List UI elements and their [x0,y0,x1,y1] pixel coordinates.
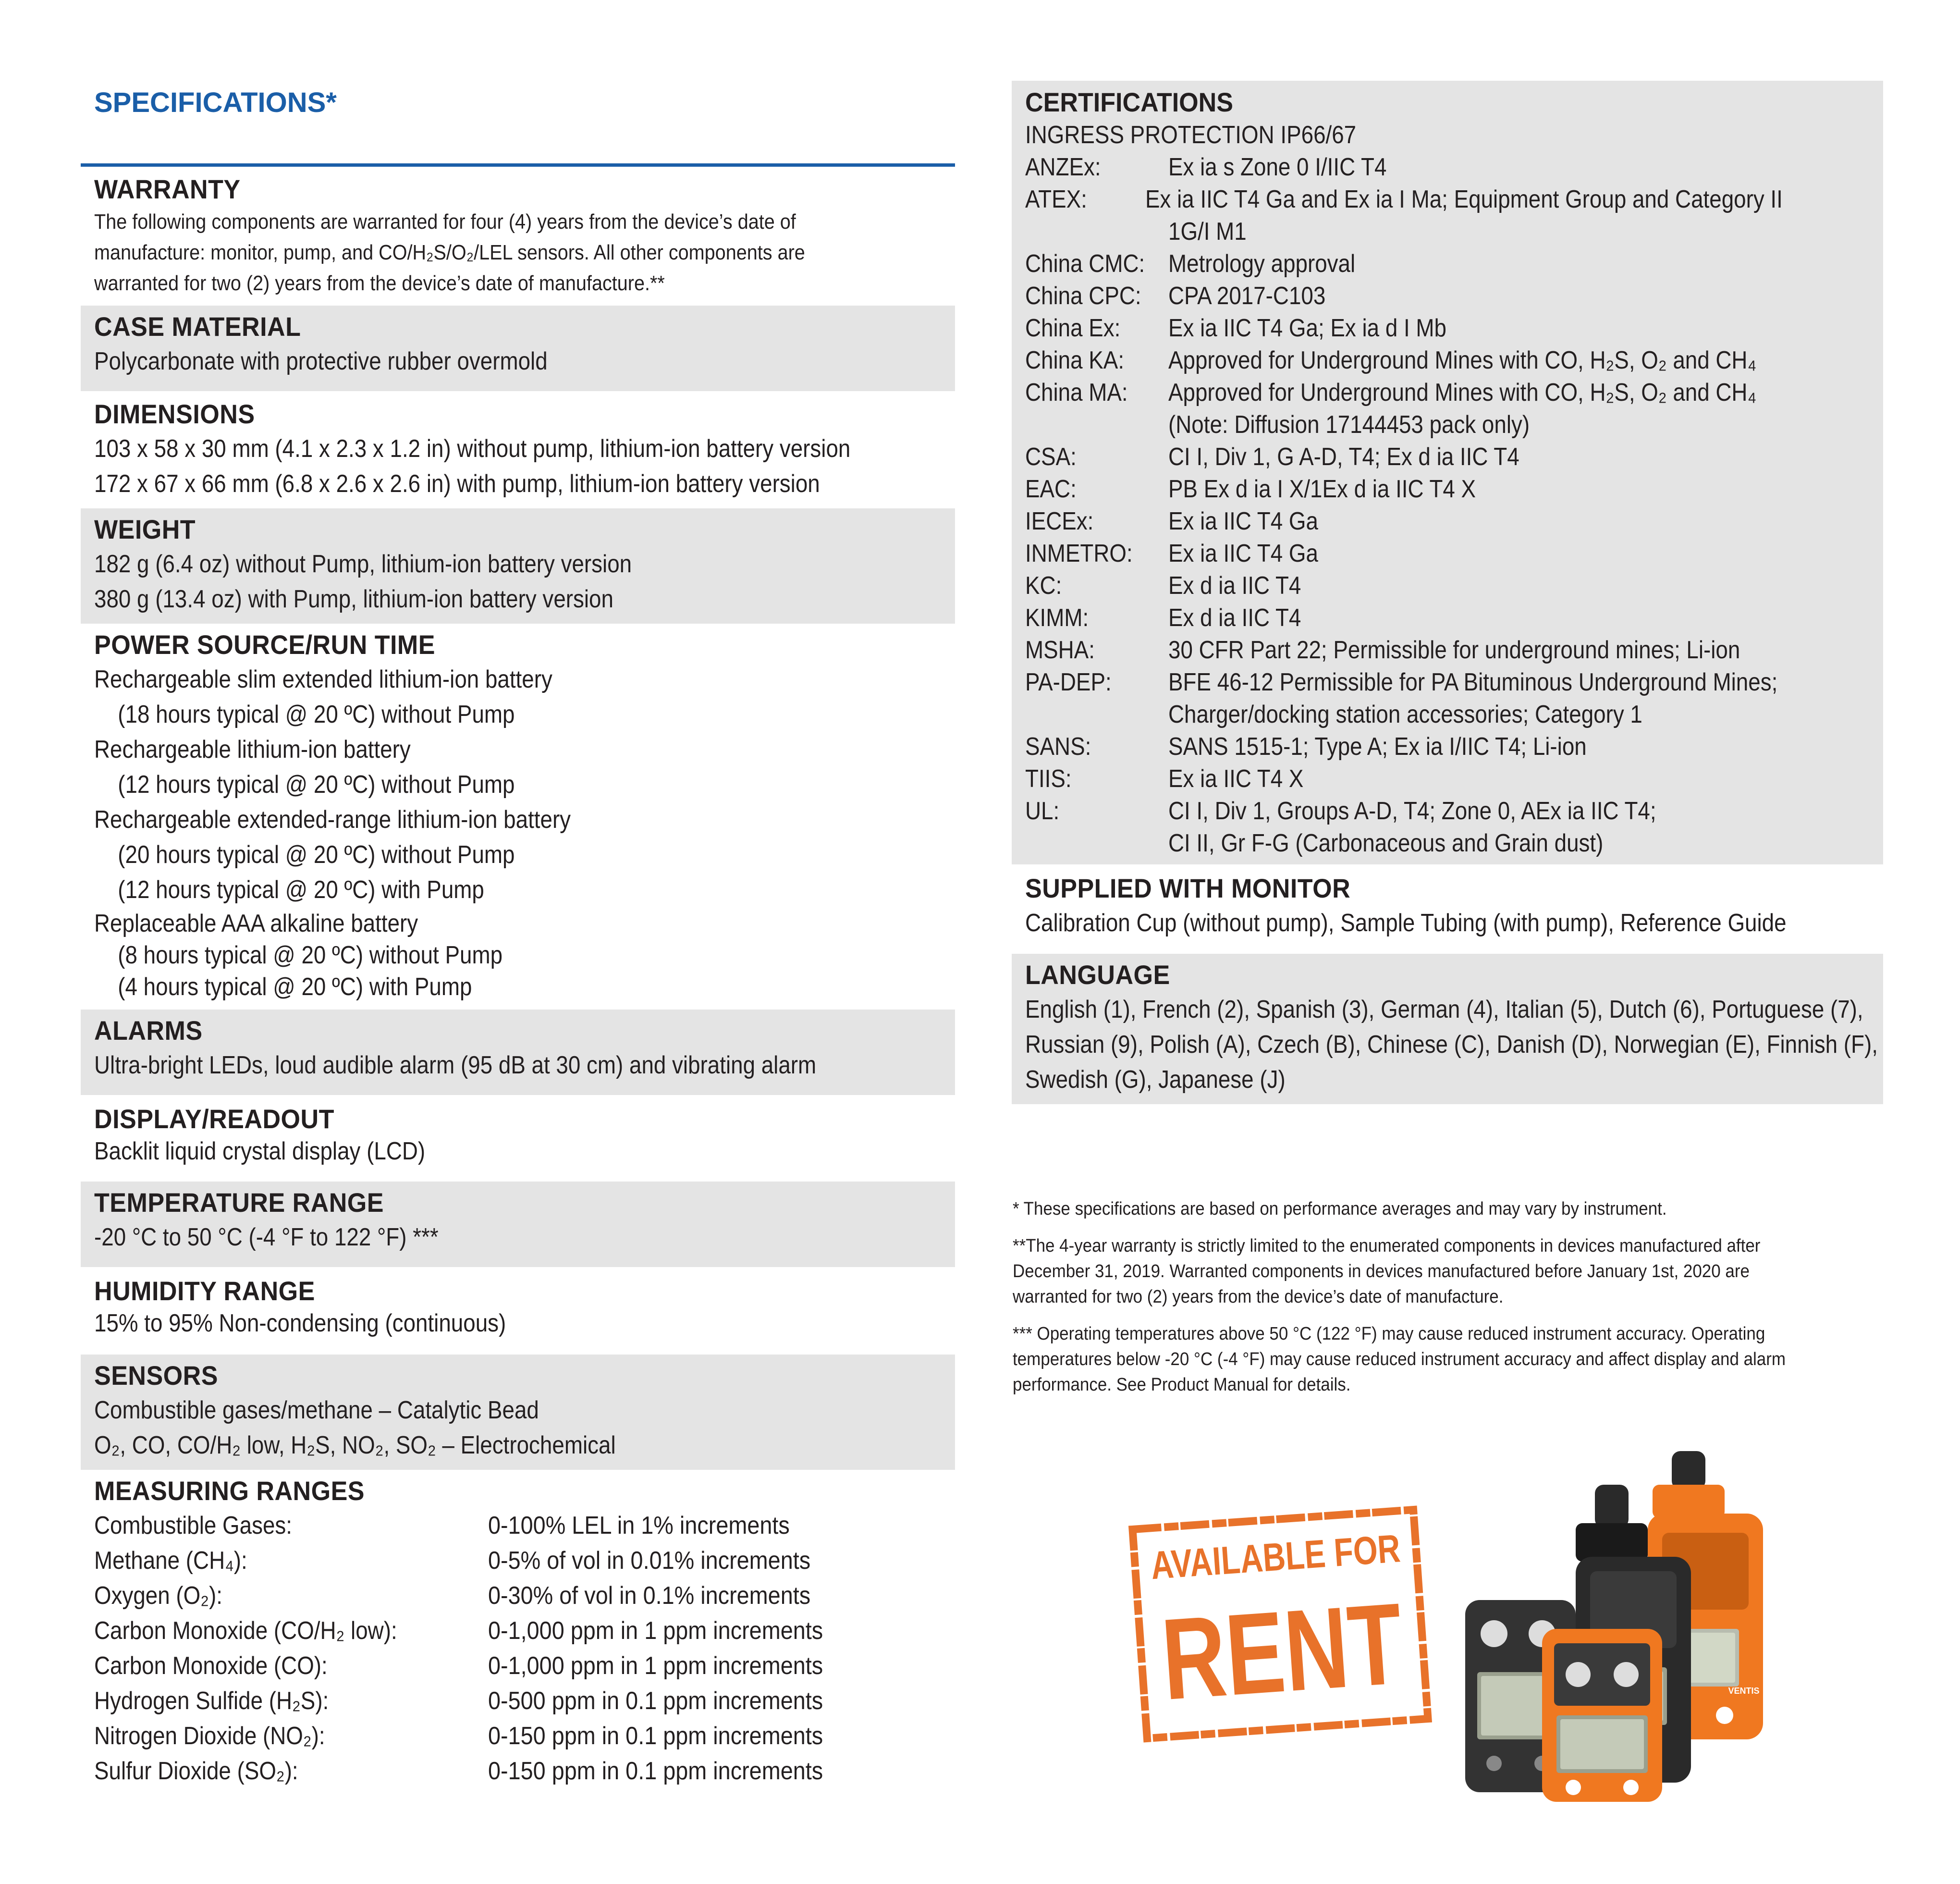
certification-row [1025,151,1870,184]
display-text: Backlit liquid crystal display (LCD) [94,1137,426,1165]
display-title: DISPLAY/READOUT [94,1104,334,1134]
power-line: Rechargeable slim extended lithium-ion battery [94,665,552,693]
power-line: (12 hours typical @ 20 ºC) without Pump [118,771,515,799]
power-line: Replaceable AAA alkaline battery [94,910,418,937]
measuring-section [81,1470,955,1796]
certification-label: PA-DEP: [1025,668,1112,696]
sensors-section [81,1355,955,1470]
language-line: Russian (9), Polish (A), Czech (B), Chinese (C), Danish (D), Norwegian (E), Finnish (F), [1025,1031,1878,1059]
orange-diffusion-device [1542,1629,1662,1802]
sensors-line: O₂, CO, CO/H₂ low, H₂S, NO₂, SO₂ – Electrochemical [94,1431,616,1459]
certification-label: TIIS: [1025,765,1072,793]
measuring-label: Hydrogen Sulfide (H₂S): [94,1687,329,1715]
certifications-section [1012,81,1883,864]
warranty-section [81,169,955,306]
certification-label: SANS: [1025,733,1091,761]
power-line: (18 hours typical @ 20 ºC) without Pump [118,701,515,728]
certification-value: Charger/docking station accessories; Category 1 [1168,701,1642,728]
measuring-value: 0-100% LEL in 1% increments [488,1512,790,1539]
certification-row [1025,699,1870,731]
measuring-row [94,1543,942,1578]
footnote-line: **The 4-year warranty is strictly limited to the enumerated components in devices manufactured after [1013,1236,1761,1256]
measuring-label: Methane (CH₄): [94,1547,247,1575]
certification-label: ANZEx: [1025,153,1101,181]
certification-label: China MA: [1025,379,1128,406]
temperature-title: TEMPERATURE RANGE [94,1187,384,1218]
certification-row [1025,345,1870,377]
dimensions-title: DIMENSIONS [94,399,255,429]
certification-row [1025,312,1870,345]
sensors-title: SENSORS [94,1360,218,1391]
certification-row [1025,280,1870,312]
measuring-value: 0-1,000 ppm in 1 ppm increments [488,1652,823,1680]
power-line: (20 hours typical @ 20 ºC) without Pump [118,841,515,869]
available-for-rent-stamp [1127,1503,1480,1744]
certification-label: China CPC: [1025,282,1141,310]
certification-value: 1G/I M1 [1168,218,1247,246]
ingress-protection: INGRESS PROTECTION IP66/67 [1025,121,1357,149]
certification-value: CI I, Div 1, G A-D, T4; Ex d ia IIC T4 [1168,443,1519,471]
certification-value: SANS 1515-1; Type A; Ex ia I/IIC T4; Li-ion [1168,733,1587,761]
footnote-line: *** Operating temperatures above 50 °C (122 °F) may cause reduced instrument accuracy. Operating [1013,1324,1765,1344]
power-title: POWER SOURCE/RUN TIME [94,629,435,660]
measuring-row [94,1684,942,1719]
language-title: LANGUAGE [1025,960,1170,990]
certification-value: Ex ia s Zone 0 I/IIC T4 [1168,153,1387,181]
measuring-title: MEASURING RANGES [94,1476,365,1506]
certification-label: IECEx: [1025,507,1094,535]
power-section [81,624,955,1010]
left-column [81,169,955,1796]
certification-value: CI I, Div 1, Groups A-D, T4; Zone 0, AEx ia IIC T4; [1168,797,1656,825]
certification-label: KIMM: [1025,604,1089,632]
measuring-value: 0-1,000 ppm in 1 ppm increments [488,1617,823,1645]
certification-row [1025,634,1870,666]
display-section [81,1095,955,1182]
dimensions-line: 172 x 67 x 66 mm (6.8 x 2.6 x 2.6 in) with pump, lithium-ion battery version [94,470,820,498]
warranty-title: WARRANTY [94,174,241,204]
measuring-label: Combustible Gases: [94,1512,293,1539]
certification-row [1025,441,1870,473]
certification-value: Ex ia IIC T4 Ga and Ex ia I Ma; Equipment Group and Category II [1145,185,1783,213]
certification-list [1025,151,1870,860]
alarms-title: ALARMS [94,1015,203,1046]
measuring-label: Carbon Monoxide (CO/H₂ low): [94,1617,397,1645]
certification-label: China CMC: [1025,250,1145,278]
supplied-text: Calibration Cup (without pump), Sample Tubing (with pump), Reference Guide [1025,909,1787,937]
certification-row [1025,538,1870,570]
weight-title: WEIGHT [94,514,196,544]
certification-value: CPA 2017-C103 [1168,282,1326,310]
certification-label: ATEX: [1025,185,1087,213]
certification-row [1025,473,1870,505]
certification-row [1025,763,1870,795]
stamp-line-1: AVAILABLE FOR [1149,1522,1466,1588]
power-line: (8 hours typical @ 20 ºC) without Pump [118,941,503,969]
certification-label: INMETRO: [1025,540,1133,567]
certification-value: BFE 46-12 Permissible for PA Bituminous Underground Mines; [1168,668,1778,696]
certification-row [1025,827,1870,860]
footnote [1013,1233,1877,1310]
certification-value: (Note: Diffusion 17144453 pack only) [1168,411,1530,439]
measuring-row [94,1754,942,1789]
certification-label: China KA: [1025,346,1125,374]
certification-row [1025,666,1870,699]
supplied-section [1012,864,1883,954]
alarms-section [81,1010,955,1095]
certifications-title: CERTIFICATIONS [1025,87,1234,117]
measuring-value: 0-150 ppm in 0.1 ppm increments [488,1722,823,1750]
case-material-text: Polycarbonate with protective rubber overmold [94,347,548,375]
power-line: (4 hours typical @ 20 ºC) with Pump [118,973,472,1001]
measuring-row [94,1719,942,1754]
certification-row [1025,184,1870,216]
measuring-row [94,1613,942,1649]
measuring-value: 0-30% of vol in 0.1% increments [488,1582,811,1610]
certification-value: Ex ia IIC T4 Ga [1168,507,1318,535]
dimensions-section [81,391,955,508]
weight-line: 380 g (13.4 oz) with Pump, lithium-ion battery version [94,585,613,613]
certification-label: UL: [1025,797,1060,825]
certification-value: Metrology approval [1168,250,1356,278]
certification-row [1025,602,1870,634]
page-title: SPECIFICATIONS* [94,87,337,118]
title-rule [81,163,955,167]
certification-value: PB Ex d ia I X/1Ex d ia IIC T4 X [1168,475,1476,503]
footnote [1013,1196,1877,1222]
power-line: (12 hours typical @ 20 ºC) with Pump [118,876,484,904]
case-material-title: CASE MATERIAL [94,311,301,342]
alarms-text: Ultra-bright LEDs, loud audible alarm (95 dB at 30 cm) and vibrating alarm [94,1051,817,1079]
humidity-text: 15% to 95% Non-condensing (continuous) [94,1309,506,1337]
weight-section [81,508,955,624]
certification-label [1025,827,1151,860]
humidity-section [81,1267,955,1355]
case-material-section [81,306,955,391]
language-line: Swedish (G), Japanese (J) [1025,1066,1286,1094]
right-column [1012,81,1883,1104]
temperature-section [81,1182,955,1267]
measuring-label: Oxygen (O₂): [94,1582,222,1610]
certification-label: China Ex: [1025,314,1121,342]
certification-value: Ex ia IIC T4 X [1168,765,1304,793]
power-line: Rechargeable lithium-ion battery [94,736,411,763]
measuring-value: 0-150 ppm in 0.1 ppm increments [488,1757,823,1785]
certification-row [1025,570,1870,602]
certification-value: Approved for Underground Mines with CO, H₂S, O₂ and CH₄ [1168,379,1757,406]
certification-value: Ex ia IIC T4 Ga [1168,540,1318,567]
certification-label [1025,409,1151,441]
measuring-label: Nitrogen Dioxide (NO₂): [94,1722,325,1750]
dimensions-line: 103 x 58 x 30 mm (4.1 x 2.3 x 1.2 in) without pump, lithium-ion battery version [94,435,851,463]
certification-value: Approved for Underground Mines with CO, H₂S, O₂ and CH₄ [1168,346,1757,374]
certification-row [1025,795,1870,827]
footnote-line: * These specifications are based on performance averages and may vary by instrument. [1013,1199,1667,1219]
footnote-line: December 31, 2019. Warranted components in devices manufactured before January 1st, 2020 are [1013,1261,1750,1281]
footnotes [1013,1196,1877,1409]
sensors-line: Combustible gases/methane – Catalytic Bead [94,1396,539,1424]
certification-row [1025,409,1870,441]
language-section [1012,954,1883,1104]
footnote-line: temperatures below -20 °C (-4 °F) may cause reduced instrument accuracy and affect display and alarm [1013,1349,1786,1369]
measuring-row [94,1578,942,1613]
supplied-title: SUPPLIED WITH MONITOR [1025,873,1351,903]
measuring-row [94,1508,942,1543]
footnote-line: performance. See Product Manual for details. [1013,1375,1351,1395]
power-line: Rechargeable extended-range lithium-ion battery [94,806,571,834]
certification-value: CI II, Gr F-G (Carbonaceous and Grain dust) [1168,829,1604,857]
warranty-line: The following components are warranted for four (4) years from the device’s date of [94,210,796,234]
certification-row [1025,248,1870,280]
certification-row [1025,505,1870,538]
footnote [1013,1321,1877,1398]
certification-value: Ex d ia IIC T4 [1168,604,1301,632]
measuring-label: Sulfur Dioxide (SO₂): [94,1757,298,1785]
device-brand: VENTIS [1728,1686,1760,1696]
warranty-line: manufacture: monitor, pump, and CO/H₂S/O₂/LEL sensors. All other components are [94,241,805,264]
footnote-line: warranted for two (2) years from the device’s date of manufacture. [1013,1287,1504,1307]
measuring-label: Carbon Monoxide (CO): [94,1652,328,1680]
measuring-value: 0-500 ppm in 0.1 ppm increments [488,1687,823,1715]
certification-value: Ex d ia IIC T4 [1168,572,1301,600]
gas-monitor-devices-image [1456,1441,1821,1807]
certification-value: Ex ia IIC T4 Ga; Ex ia d I Mb [1168,314,1446,342]
measuring-value: 0-5% of vol in 0.01% increments [488,1547,811,1575]
humidity-title: HUMIDITY RANGE [94,1276,315,1306]
temperature-text: -20 °C to 50 °C (-4 °F to 122 °F) *** [94,1223,439,1251]
certification-label [1025,699,1151,731]
certification-row [1025,216,1870,248]
language-line: English (1), French (2), Spanish (3), German (4), Italian (5), Dutch (6), Portuguese (7), [1025,996,1863,1023]
warranty-line: warranted for two (2) years from the device’s date of manufacture.** [94,271,665,295]
stamp-line-2: RENT [1158,1574,1480,1724]
certification-label [1025,216,1151,248]
certification-value: 30 CFR Part 22; Permissible for underground mines; Li-ion [1168,636,1740,664]
certification-label: EAC: [1025,475,1077,503]
certification-label: CSA: [1025,443,1077,471]
weight-line: 182 g (6.4 oz) without Pump, lithium-ion battery version [94,550,632,578]
measuring-row [94,1649,942,1684]
certification-label: MSHA: [1025,636,1095,664]
certification-row [1025,377,1870,409]
certification-label: KC: [1025,572,1062,600]
certification-row [1025,731,1870,763]
